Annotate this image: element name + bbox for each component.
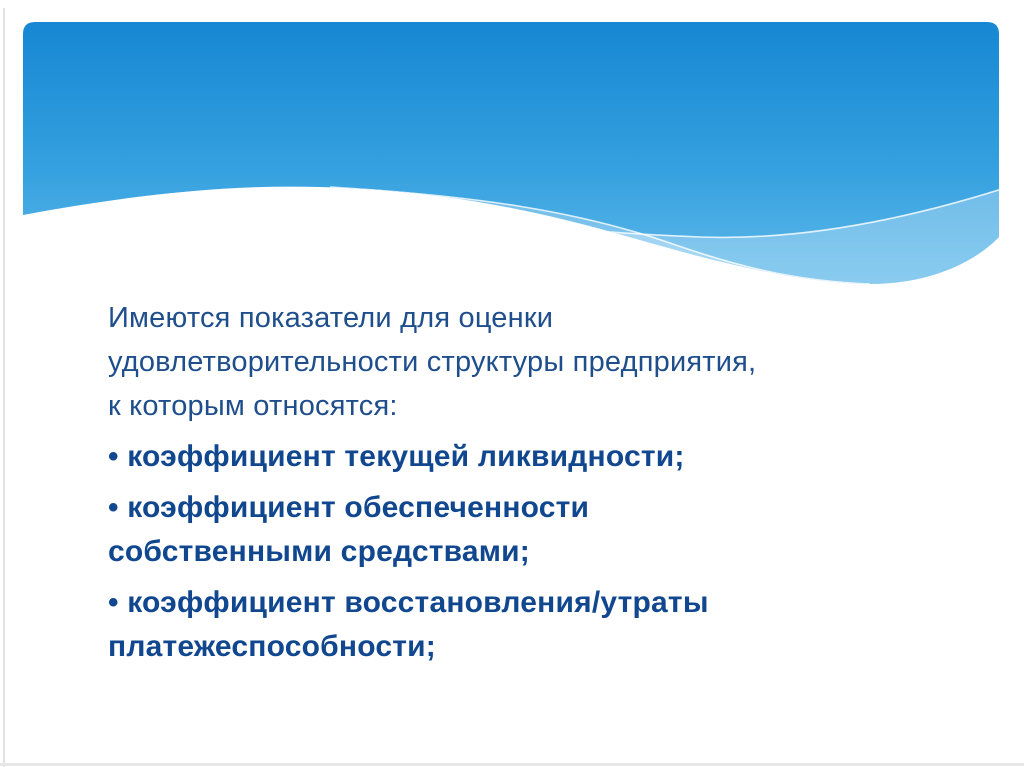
bullet-item-2 (108, 486, 988, 574)
intro-line: к которым относятся: (108, 390, 398, 422)
bullet-line: • коэффициент текущей ликвидности; (108, 440, 685, 473)
intro-paragraph (108, 296, 988, 428)
bullet-item-1 (108, 435, 988, 479)
bullet-line: платежеспособности; (108, 630, 436, 663)
bullet-line: собственными средствами; (108, 535, 530, 568)
bullet-item-3 (108, 581, 988, 669)
bullet-line: • коэффициент обеспеченности (108, 491, 590, 524)
bullet-line: • коэффициент восстановления/утраты (108, 586, 709, 619)
wave-header-graphic (0, 0, 1024, 300)
intro-line: Имеются показатели для оценки (108, 302, 554, 334)
intro-line: удовлетворительности структуры предприятия, (108, 346, 757, 378)
slide-body (108, 296, 988, 669)
slide-edge-left (3, 8, 5, 767)
slide-edge-bottom (0, 763, 1024, 766)
